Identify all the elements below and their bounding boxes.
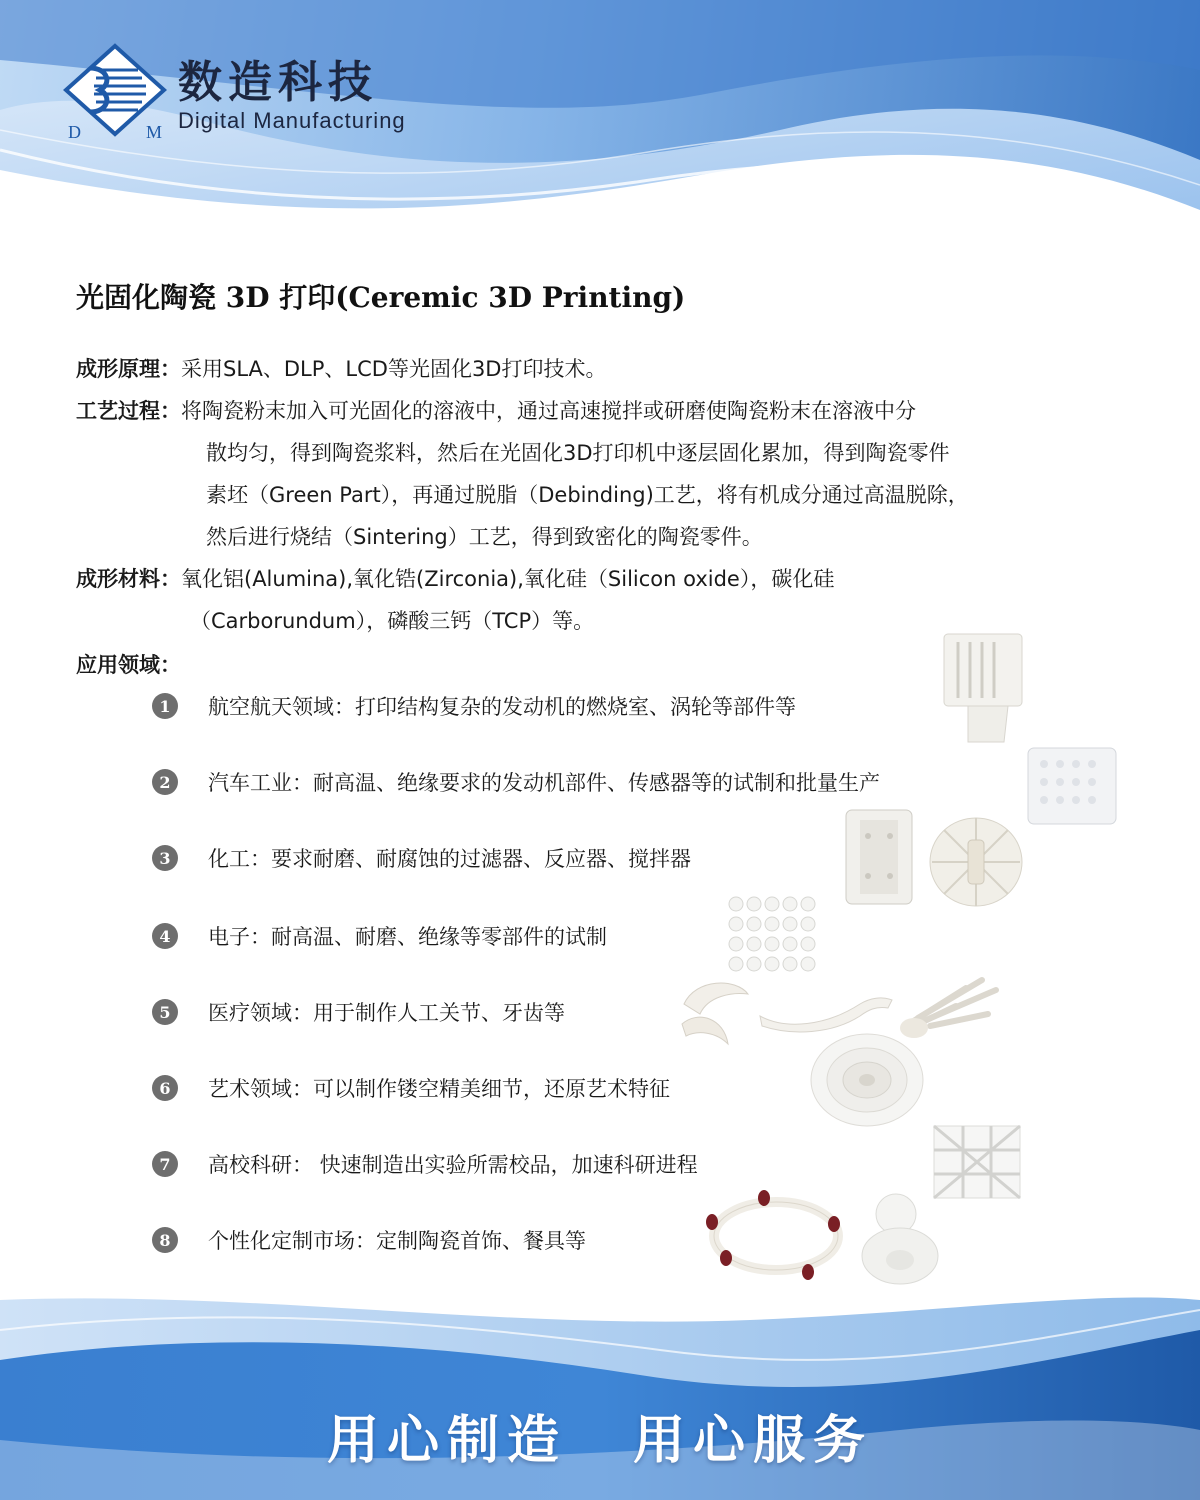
stirrer-part-image bbox=[926, 812, 1026, 910]
number-badge: 8 bbox=[152, 1227, 178, 1253]
list-item bbox=[152, 1220, 586, 1260]
list-item bbox=[152, 686, 796, 726]
slogan: 用心制造 用心服务 bbox=[326, 1410, 874, 1471]
application-text: 电子：耐高温、耐磨、绝缘等零部件的试制 bbox=[208, 925, 607, 949]
materials-line-2: （Carborundum），磷酸三钙（TCP）等。 bbox=[190, 609, 595, 633]
logo-letter-d: D bbox=[68, 122, 81, 142]
buddha-figurine-image bbox=[856, 1190, 942, 1286]
list-item bbox=[152, 1144, 698, 1184]
list-item bbox=[152, 762, 880, 802]
list-item bbox=[152, 992, 565, 1032]
number-badge: 7 bbox=[152, 1151, 178, 1177]
joint-part-image bbox=[676, 974, 754, 1054]
number-badge: 2 bbox=[152, 769, 178, 795]
list-item bbox=[152, 916, 607, 956]
materials-line-1: 氧化铝(Alumina),氧化锆(Zirconia),氧化硅（Silicon oxide），碳化硅 bbox=[181, 567, 835, 591]
list-item bbox=[152, 1068, 670, 1108]
principle-row bbox=[76, 348, 606, 390]
materials-row bbox=[76, 558, 834, 600]
number-badge: 6 bbox=[152, 1075, 178, 1101]
process-row bbox=[76, 390, 916, 432]
jewelry-image bbox=[700, 1188, 850, 1284]
page-title: 光固化陶瓷 3D 打印(Ceremic 3D Printing) bbox=[76, 281, 686, 314]
number-badge: 1 bbox=[152, 693, 178, 719]
reactor-part-image bbox=[840, 806, 918, 908]
applications-label: 应用领域： bbox=[76, 653, 181, 677]
art-sculpture-image bbox=[808, 1030, 926, 1130]
application-text: 个性化定制市场：定制陶瓷首饰、餐具等 bbox=[208, 1229, 586, 1253]
electronic-part-image bbox=[722, 890, 820, 980]
application-text: 化工：要求耐磨、耐腐蚀的过滤器、反应器、搅拌器 bbox=[208, 847, 691, 871]
number-badge: 4 bbox=[152, 923, 178, 949]
process-line-2: 散均匀，得到陶瓷浆料，然后在光固化3D打印机中逐层固化累加，得到陶瓷零件 bbox=[206, 441, 950, 465]
materials-label: 成形材料： bbox=[76, 567, 181, 591]
aerospace-part-image bbox=[938, 632, 1028, 744]
lattice-part-image bbox=[928, 1118, 1026, 1204]
automotive-part-image bbox=[1022, 742, 1122, 830]
application-text: 艺术领域：可以制作镂空精美细节，还原艺术特征 bbox=[208, 1077, 670, 1101]
number-badge: 3 bbox=[152, 845, 178, 871]
logo-letter-m: M bbox=[146, 122, 163, 142]
list-item bbox=[152, 838, 691, 878]
brand-name-cn: 数造科技 bbox=[178, 57, 378, 108]
applications-row bbox=[76, 644, 181, 686]
principle-label: 成形原理： bbox=[76, 357, 181, 381]
number-badge: 5 bbox=[152, 999, 178, 1025]
application-text: 航空航天领域：打印结构复杂的发动机的燃烧室、涡轮等部件等 bbox=[208, 695, 796, 719]
principle-text: 采用SLA、DLP、LCD等光固化3D打印技术。 bbox=[181, 357, 607, 381]
application-text: 医疗领域：用于制作人工关节、牙齿等 bbox=[208, 1001, 565, 1025]
brand-name-en: Digital Manufacturing bbox=[178, 108, 406, 133]
process-line-4: 然后进行烧结（Sintering）工艺，得到致密化的陶瓷零件。 bbox=[206, 525, 763, 549]
process-label: 工艺过程： bbox=[76, 399, 181, 423]
application-text: 高校科研： 快速制造出实验所需校品，加速科研进程 bbox=[208, 1153, 698, 1177]
process-line-3: 素坯（Green Part），再通过脱脂（Debinding)工艺，将有机成分通过高温脱除， bbox=[206, 483, 969, 507]
company-logo bbox=[60, 42, 170, 142]
application-text: 汽车工业：耐高温、绝缘要求的发动机部件、传感器等的试制和批量生产 bbox=[208, 771, 880, 795]
process-line-1: 将陶瓷粉末加入可光固化的溶液中，通过高速搅拌或研磨使陶瓷粉末在溶液中分 bbox=[181, 399, 916, 423]
